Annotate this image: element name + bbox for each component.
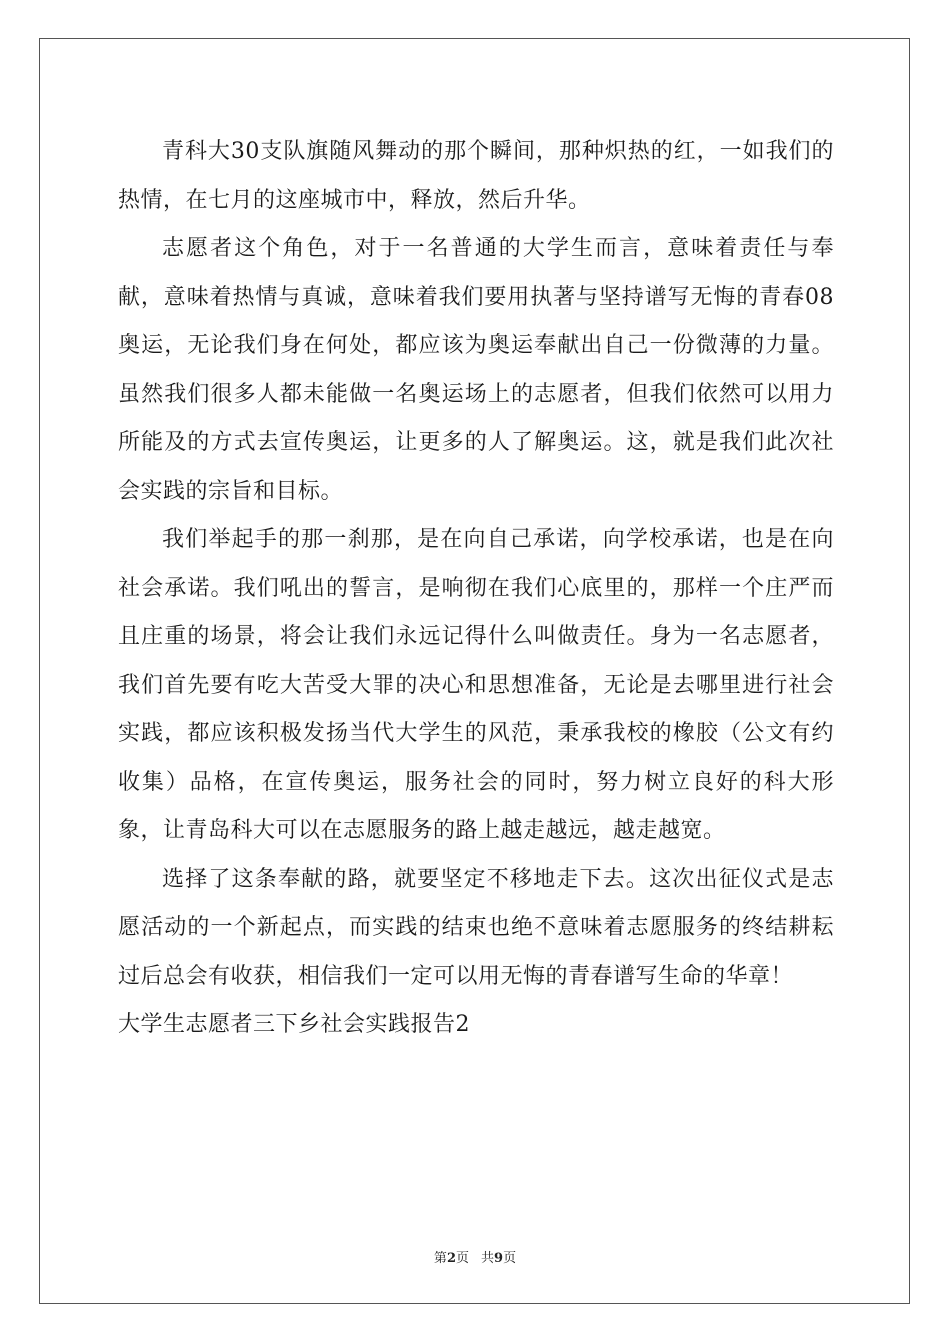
paragraph-3: 我们举起手的那一刹那，是在向自己承诺，向学校承诺，也是在向社会承诺。我们吼出的誓言，是响彻在我们心底里的，那样一个庄严而且庄重的场景，将会让我们永远记得什么叫做责任。身为一名志愿者，我们首先要有吃大苦受大罪的决心和思想准备，无论是去哪里进行社会实践，都应该积极发扬当代大学生的风范，秉承我校的橡胶（公文有约收集）品格，在宣传奥运，服务社会的同时，努力树立良好的科大形象，让青岛科大可以在志愿服务的路上越走越远，越走越宽。 xyxy=(118,527,834,843)
section-heading: 大学生志愿者三下乡社会实践报告2 xyxy=(118,1012,470,1037)
page-total: 9 xyxy=(494,1251,504,1266)
total-prefix: 共 xyxy=(481,1251,495,1266)
document-body xyxy=(118,128,834,1050)
page-suffix: 页 xyxy=(455,1251,469,1266)
paragraph-2: 志愿者这个角色，对于一名普通的大学生而言，意味着责任与奉献，意味着热情与真诚，意味着我们要用执著与坚持谱写无悔的青春08奥运，无论我们身在何处，都应该为奥运奉献出自己一份微薄的力量。虽然我们很多人都未能做一名奥运场上的志愿者，但我们依然可以用力所能及的方式去宣传奥运，让更多的人了解奥运。这，就是我们此次社会实践的宗旨和目标。 xyxy=(118,236,834,504)
page-footer xyxy=(0,1247,950,1266)
paragraph-4: 选择了这条奉献的路，就要坚定不移地走下去。这次出征仪式是志愿活动的一个新起点，而实践的结束也绝不意味着志愿服务的终结耕耘过后总会有收获，相信我们一定可以用无悔的青春谱写生命的华章！ xyxy=(118,866,834,989)
paragraph-1: 青科大30支队旗随风舞动的那个瞬间，那种炽热的红，一如我们的热情，在七月的这座城市中，释放，然后升华。 xyxy=(118,139,834,213)
total-suffix: 页 xyxy=(503,1251,517,1266)
page-current: 2 xyxy=(446,1251,456,1266)
page-prefix: 第 xyxy=(433,1251,447,1266)
